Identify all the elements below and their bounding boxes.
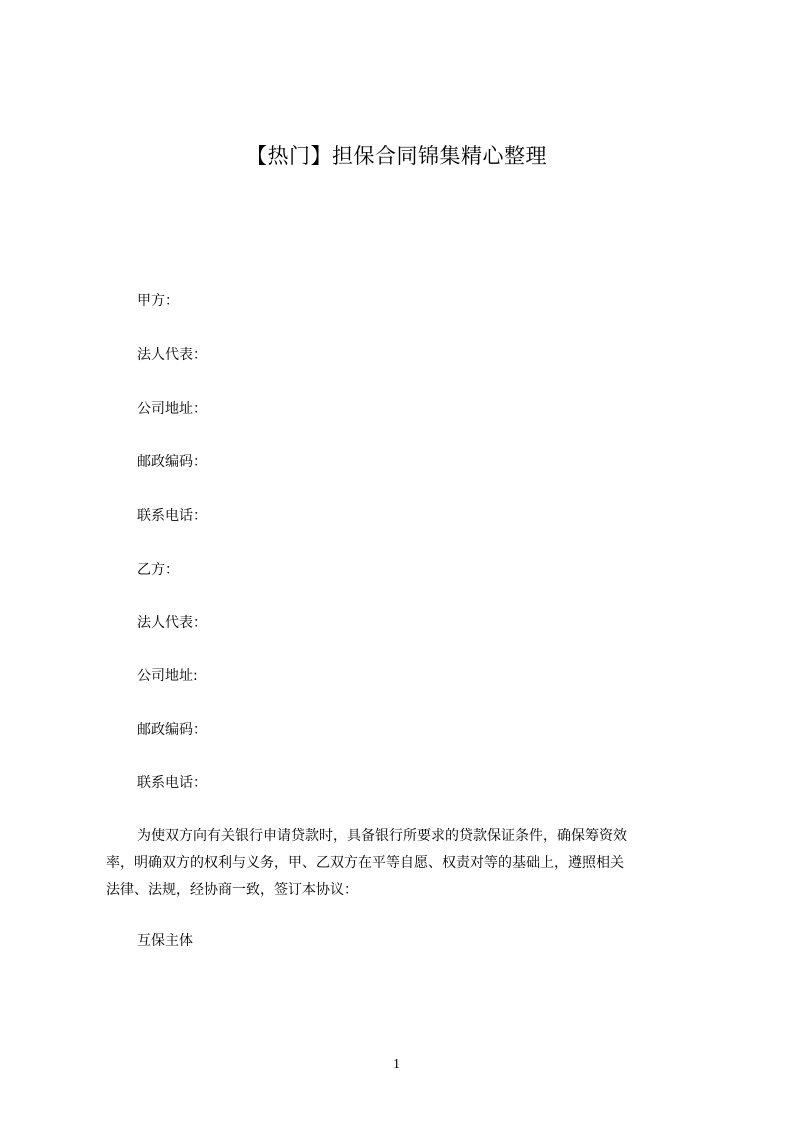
intro-line: 为使双方向有关银行申请贷款时，具备银行所要求的贷款保证条件，确保筹资效 <box>137 828 627 844</box>
page-number: 1 <box>393 1057 400 1072</box>
party-a-legal-rep: 法人代表： <box>137 347 207 363</box>
party-b-postcode: 邮政编码： <box>137 722 207 738</box>
party-a-label: 甲方： <box>137 293 179 309</box>
intro-line: 法律、法规，经协商一致，签订本协议： <box>106 882 358 898</box>
document-title: 【热门】担保合同锦集精心整理 <box>246 144 547 168</box>
party-b-legal-rep: 法人代表： <box>137 615 207 631</box>
intro-paragraph <box>106 823 716 904</box>
party-a-postcode: 邮政编码： <box>137 454 207 470</box>
party-a-phone: 联系电话： <box>137 508 207 524</box>
intro-line: 率，明确双方的权利与义务，甲、乙双方在平等自愿、权责对等的基础上，遵照相关 <box>106 855 624 871</box>
party-a-address: 公司地址： <box>137 401 207 417</box>
party-b-address: 公司地址: <box>137 668 198 684</box>
section-heading: 互保主体 <box>137 933 193 949</box>
party-b-label: 乙方： <box>137 562 179 578</box>
party-b-phone: 联系电话： <box>137 775 207 791</box>
